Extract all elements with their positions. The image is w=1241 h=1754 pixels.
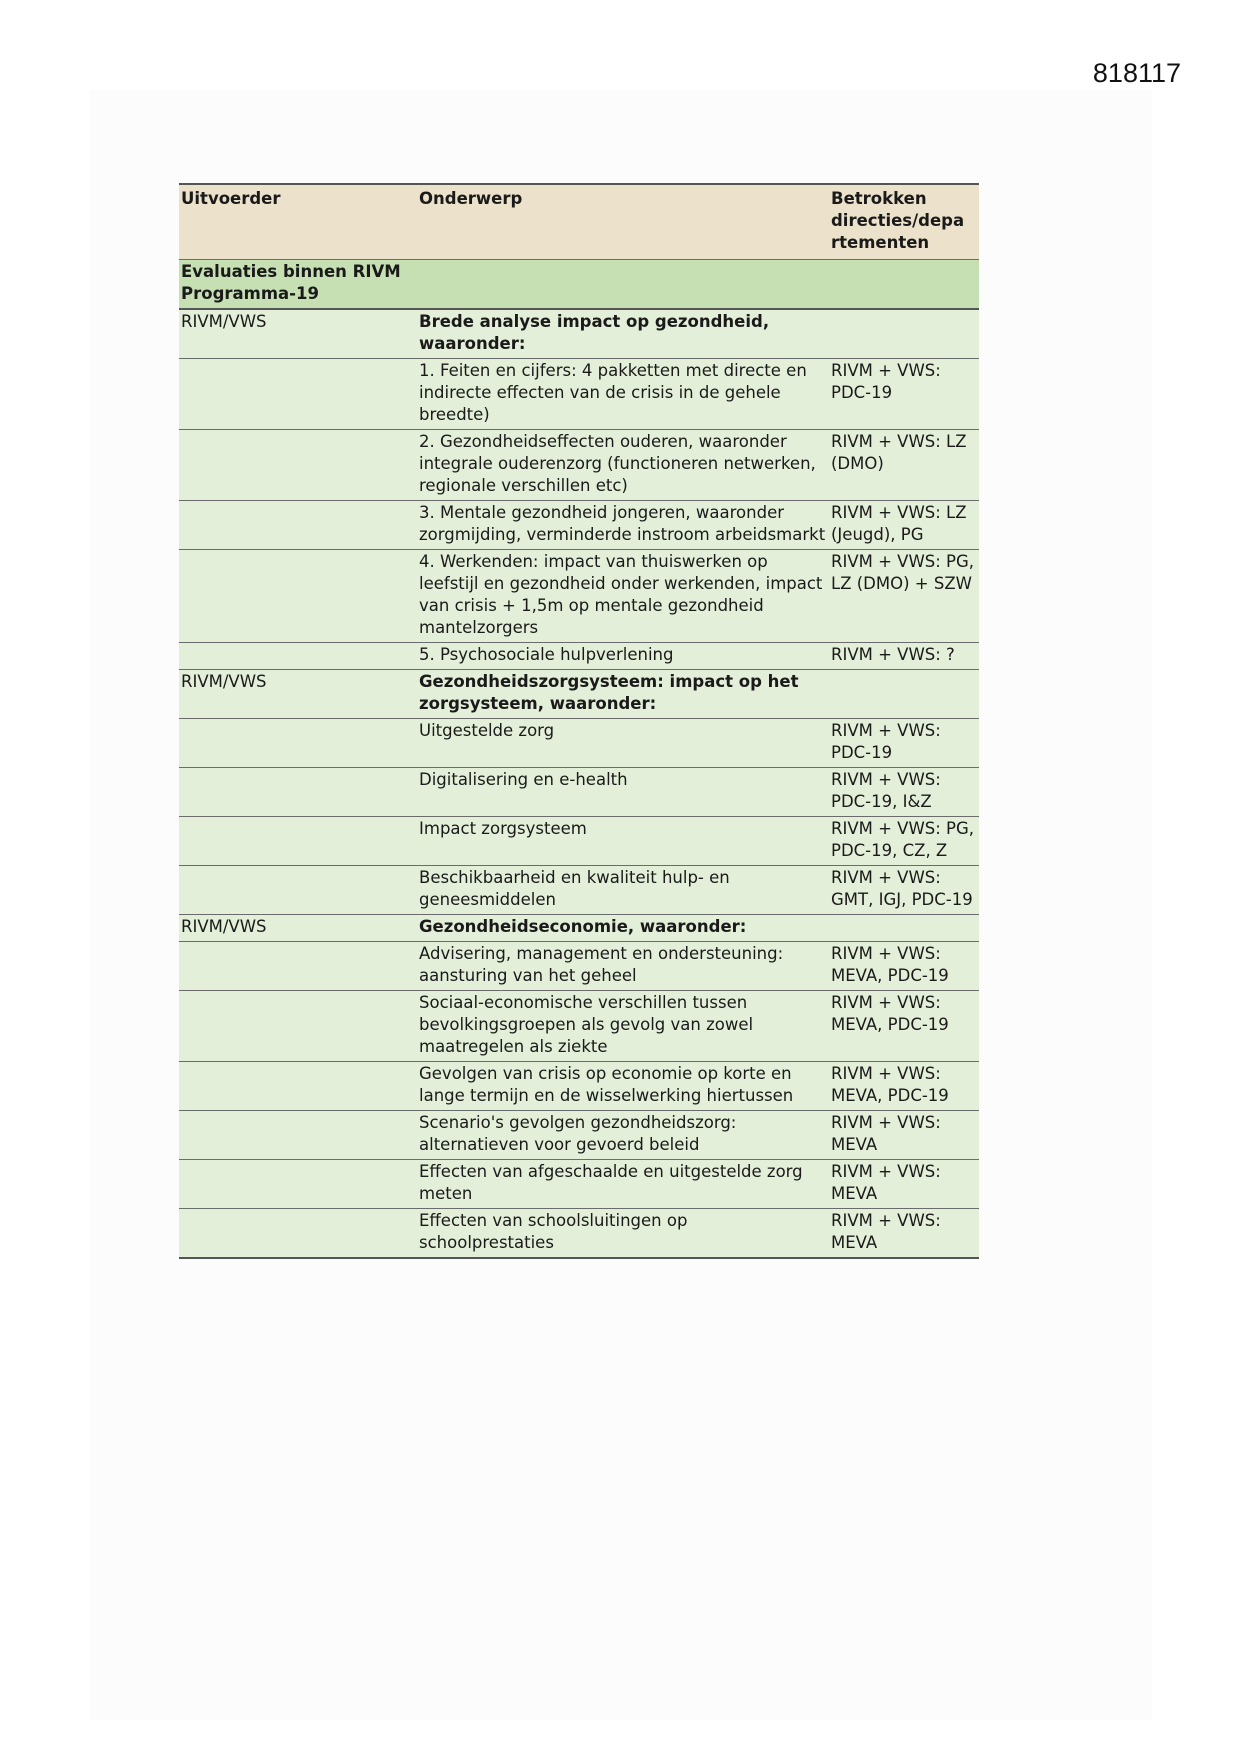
cell-uitvoerder bbox=[179, 430, 417, 501]
document-id: 818117 bbox=[1092, 58, 1181, 88]
section-title: Evaluaties binnen RIVM Programma-19 bbox=[179, 260, 417, 310]
cell-uitvoerder bbox=[179, 501, 417, 550]
cell-betrokken: RIVM + VWS: GMT, IGJ, PDC-19 bbox=[829, 866, 979, 915]
header-betrokken: Betrokken directies/depa rtementen bbox=[829, 184, 979, 260]
cell-onderwerp: 5. Psychosociale hulpverlening bbox=[417, 643, 829, 670]
evaluations-table bbox=[179, 183, 979, 1259]
header-row bbox=[179, 184, 979, 260]
cell-betrokken: RIVM + VWS: MEVA bbox=[829, 1111, 979, 1160]
table-group-row bbox=[179, 915, 979, 942]
table-row bbox=[179, 1062, 979, 1111]
table-row bbox=[179, 430, 979, 501]
table-row bbox=[179, 942, 979, 991]
cell-betrokken: RIVM + VWS: MEVA, PDC-19 bbox=[829, 991, 979, 1062]
cell-onderwerp: Gezondheidszorgsysteem: impact op het zorgsysteem, waaronder: bbox=[417, 670, 829, 719]
cell-betrokken: RIVM + VWS: MEVA, PDC-19 bbox=[829, 942, 979, 991]
cell-onderwerp: Beschikbaarheid en kwaliteit hulp- en geneesmiddelen bbox=[417, 866, 829, 915]
cell-betrokken: RIVM + VWS: PDC-19 bbox=[829, 359, 979, 430]
cell-betrokken: RIVM + VWS: MEVA bbox=[829, 1160, 979, 1209]
cell-onderwerp: Effecten van afgeschaalde en uitgestelde zorg meten bbox=[417, 1160, 829, 1209]
cell-onderwerp: Impact zorgsysteem bbox=[417, 817, 829, 866]
cell-uitvoerder bbox=[179, 359, 417, 430]
cell-onderwerp: 4. Werkenden: impact van thuiswerken op leefstijl en gezondheid onder werkenden, impact van crisis + 1,5m op mentale gezondheid mantelzorgers bbox=[417, 550, 829, 643]
cell-uitvoerder: RIVM/VWS bbox=[179, 915, 417, 942]
cell-onderwerp: Brede analyse impact op gezondheid, waaronder: bbox=[417, 309, 829, 359]
table-row bbox=[179, 1160, 979, 1209]
table-row bbox=[179, 550, 979, 643]
cell-uitvoerder bbox=[179, 817, 417, 866]
cell-betrokken bbox=[829, 670, 979, 719]
table-body bbox=[179, 260, 979, 1259]
cell-uitvoerder bbox=[179, 550, 417, 643]
cell-uitvoerder bbox=[179, 719, 417, 768]
table-row bbox=[179, 643, 979, 670]
cell-betrokken: RIVM + VWS: PG, PDC-19, CZ, Z bbox=[829, 817, 979, 866]
cell-onderwerp: Scenario's gevolgen gezondheidszorg: alternatieven voor gevoerd beleid bbox=[417, 1111, 829, 1160]
table-row bbox=[179, 1111, 979, 1160]
table-row bbox=[179, 768, 979, 817]
section-empty-cell bbox=[829, 260, 979, 310]
cell-betrokken: RIVM + VWS: PG, LZ (DMO) + SZW bbox=[829, 550, 979, 643]
cell-uitvoerder bbox=[179, 1062, 417, 1111]
cell-onderwerp: Digitalisering en e-health bbox=[417, 768, 829, 817]
cell-uitvoerder bbox=[179, 866, 417, 915]
section-empty-cell bbox=[417, 260, 829, 310]
cell-uitvoerder: RIVM/VWS bbox=[179, 309, 417, 359]
cell-onderwerp: Gezondheidseconomie, waaronder: bbox=[417, 915, 829, 942]
section-row bbox=[179, 260, 979, 310]
cell-uitvoerder bbox=[179, 1209, 417, 1259]
table-row bbox=[179, 991, 979, 1062]
table-row bbox=[179, 866, 979, 915]
header-onderwerp: Onderwerp bbox=[417, 184, 829, 260]
cell-uitvoerder bbox=[179, 942, 417, 991]
table-row bbox=[179, 719, 979, 768]
cell-betrokken: RIVM + VWS: PDC-19, I&Z bbox=[829, 768, 979, 817]
table-row bbox=[179, 501, 979, 550]
table-row bbox=[179, 359, 979, 430]
cell-betrokken: RIVM + VWS: MEVA, PDC-19 bbox=[829, 1062, 979, 1111]
cell-betrokken bbox=[829, 309, 979, 359]
cell-onderwerp: Advisering, management en ondersteuning: aansturing van het geheel bbox=[417, 942, 829, 991]
cell-betrokken: RIVM + VWS: LZ (Jeugd), PG bbox=[829, 501, 979, 550]
table-row bbox=[179, 1209, 979, 1259]
cell-uitvoerder: RIVM/VWS bbox=[179, 670, 417, 719]
cell-uitvoerder bbox=[179, 768, 417, 817]
cell-betrokken: RIVM + VWS: PDC-19 bbox=[829, 719, 979, 768]
cell-onderwerp: 2. Gezondheidseffecten ouderen, waaronder integrale ouderenzorg (functioneren netwerken, regionale verschillen etc) bbox=[417, 430, 829, 501]
table-row bbox=[179, 817, 979, 866]
cell-onderwerp: Gevolgen van crisis op economie op korte en lange termijn en de wisselwerking hiertussen bbox=[417, 1062, 829, 1111]
cell-onderwerp: Uitgestelde zorg bbox=[417, 719, 829, 768]
cell-onderwerp: Effecten van schoolsluitingen op schoolprestaties bbox=[417, 1209, 829, 1259]
cell-betrokken: RIVM + VWS: MEVA bbox=[829, 1209, 979, 1259]
cell-betrokken: RIVM + VWS: ? bbox=[829, 643, 979, 670]
table-group-row bbox=[179, 670, 979, 719]
header-uitvoerder: Uitvoerder bbox=[179, 184, 417, 260]
cell-onderwerp: Sociaal-economische verschillen tussen bevolkingsgroepen als gevolg van zowel maatregelen als ziekte bbox=[417, 991, 829, 1062]
cell-uitvoerder bbox=[179, 991, 417, 1062]
cell-uitvoerder bbox=[179, 643, 417, 670]
cell-betrokken bbox=[829, 915, 979, 942]
cell-betrokken: RIVM + VWS: LZ (DMO) bbox=[829, 430, 979, 501]
cell-onderwerp: 3. Mentale gezondheid jongeren, waaronder zorgmijding, verminderde instroom arbeidsmarkt bbox=[417, 501, 829, 550]
table-group-row bbox=[179, 309, 979, 359]
cell-uitvoerder bbox=[179, 1111, 417, 1160]
cell-uitvoerder bbox=[179, 1160, 417, 1209]
cell-onderwerp: 1. Feiten en cijfers: 4 pakketten met directe en indirecte effecten van de crisis in de gehele breedte) bbox=[417, 359, 829, 430]
